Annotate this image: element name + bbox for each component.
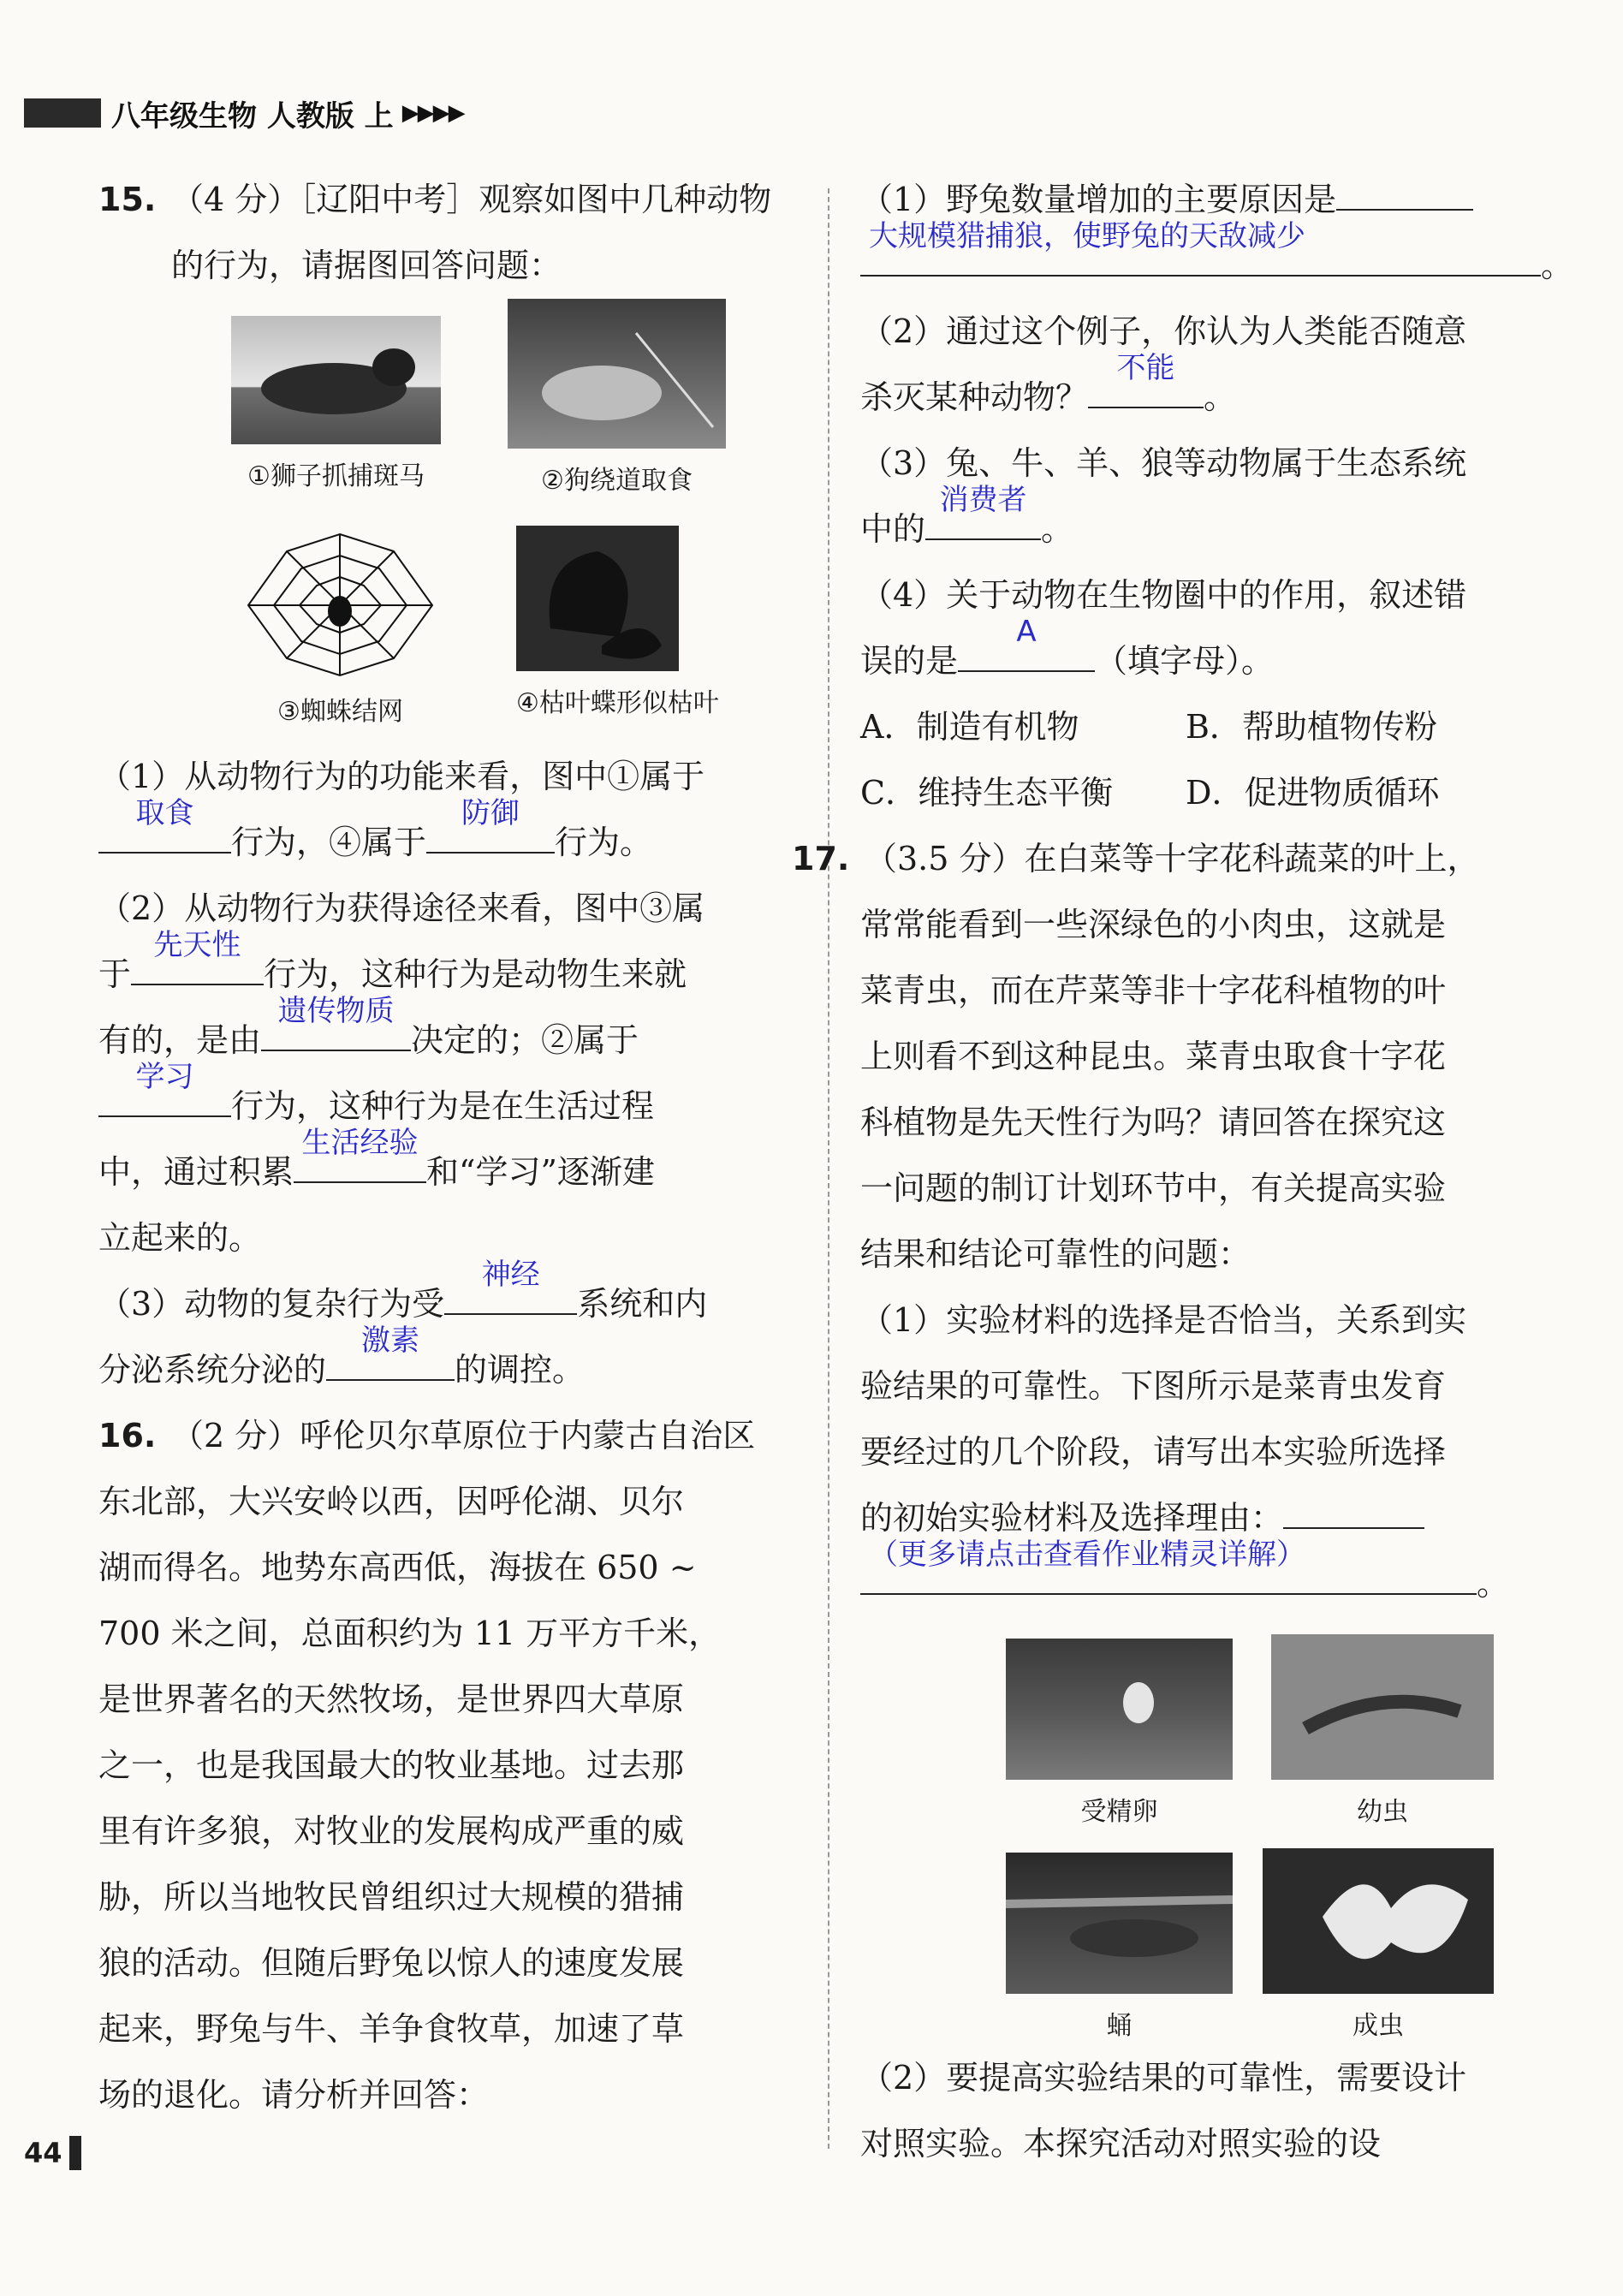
- figure-larva: [1271, 1634, 1494, 1828]
- text: 有的，是由: [98, 1021, 262, 1059]
- q17-figures: [860, 1617, 1567, 2045]
- figure-caption: 成虫: [1352, 2011, 1404, 2041]
- header-bar: [24, 98, 101, 128]
- figure-dog: [508, 299, 726, 497]
- lion-image-icon: [231, 316, 441, 444]
- page-number: 44: [24, 2137, 62, 2169]
- page-footer: [24, 2136, 81, 2170]
- spider-web-image: [240, 530, 441, 680]
- adult-photo: [1263, 1848, 1494, 1994]
- q16-line: 之一，也是我国最大的牧业基地。过去那: [98, 1746, 685, 1784]
- q15-p2d: [98, 1060, 800, 1139]
- text: 。: [1477, 1565, 1510, 1603]
- answer-text: 大规模猎捕狼，使野兔的天敌减少: [869, 219, 1305, 253]
- q17-line1: [792, 826, 1567, 892]
- answer-blank[interactable]: [958, 615, 1095, 672]
- answer-text: 防御: [461, 796, 520, 830]
- figure-egg: [1006, 1639, 1233, 1828]
- option-b: B．帮助植物传粉: [1186, 708, 1437, 746]
- lion-photo: [231, 316, 441, 444]
- answer-blank[interactable]: [294, 1126, 426, 1183]
- answer-blank[interactable]: [98, 1060, 231, 1117]
- answer-text: 激素: [361, 1323, 420, 1358]
- answer-text: （更多请点击查看作业精灵详解）: [869, 1538, 1305, 1572]
- q16-line: 里有许多狼，对牧业的发展构成严重的威: [98, 1812, 685, 1850]
- left-column: [98, 167, 800, 2128]
- text: （2 分）呼伦贝尔草原位于内蒙古自治区: [171, 1417, 756, 1454]
- answer-blank[interactable]: [261, 994, 411, 1051]
- answer-blank[interactable]: [131, 928, 264, 985]
- q15-p1b-text1: 行为，④属于: [231, 824, 427, 861]
- answer-text: A: [1016, 615, 1037, 649]
- q16-line: 起来，野兔与牛、羊争食牧草，加速了草: [98, 2010, 685, 2048]
- figure-caption: 幼虫: [1357, 1797, 1408, 1827]
- q15-figures: [98, 299, 800, 744]
- q15-number: 15.: [98, 181, 157, 218]
- text: 行为，这种行为是在生活过程: [231, 1087, 655, 1125]
- answer-text: 不能: [1116, 351, 1175, 385]
- figure-caption: ①狮子抓捕斑马: [247, 461, 425, 491]
- header-title: 八年级生物 人教版 上: [111, 98, 394, 134]
- text: （1）野兔数量增加的主要原因是: [860, 181, 1337, 218]
- q16-line: 东北部，大兴安岭以西，因呼伦湖、贝尔: [98, 1483, 685, 1520]
- q17-p2: （2）要提高实验结果的可靠性，需要设计: [860, 2059, 1467, 2097]
- butterfly-icon: [1263, 1848, 1494, 1994]
- q15-intro1: （4 分）［辽阳中考］观察如图中几种动物: [171, 181, 772, 218]
- q17-line: 上则看不到这种昆虫。菜青虫取食十字花: [860, 1038, 1447, 1075]
- page-header: [24, 94, 464, 132]
- egg-image-icon: [1006, 1639, 1233, 1780]
- right-column: [792, 167, 1574, 2177]
- q16-line1: [98, 1403, 800, 1469]
- text: 决定的；②属于: [411, 1021, 639, 1059]
- answer-blank[interactable]: [326, 1323, 455, 1381]
- q16-r1b: [860, 219, 1574, 299]
- answer-text: 取食: [135, 796, 194, 830]
- column-divider: [828, 188, 829, 2149]
- text: 。: [1541, 247, 1574, 284]
- q17-p1: 验结果的可靠性。下图所示是菜青虫发育: [860, 1367, 1447, 1405]
- q16-r4a: （4）关于动物在生物圈中的作用，叙述错: [860, 576, 1467, 614]
- option-c: C．维持生态平衡: [860, 774, 1114, 812]
- q17-line: 科植物是先天性行为吗？请回答在探究这: [860, 1103, 1447, 1141]
- spider-web-icon: [240, 530, 441, 680]
- pupa-image-icon: [1006, 1853, 1233, 1994]
- answer-text: 神经: [481, 1258, 540, 1292]
- answer-text: 消费者: [939, 483, 1027, 517]
- answer-blank[interactable]: [1088, 351, 1204, 408]
- q15-p2a: （2）从动物行为获得途径来看，图中③属: [98, 889, 705, 927]
- q16-line: 700 米之间，总面积约为 11 万平方千米，: [98, 1615, 722, 1652]
- text: 中，通过积累: [98, 1153, 294, 1191]
- option-a: A．制造有机物: [860, 708, 1079, 746]
- q15-p2e: [98, 1126, 800, 1205]
- text: 分泌系统分泌的: [98, 1351, 327, 1389]
- q15-p2b: [98, 928, 800, 1008]
- q16-options-row1: [860, 694, 1567, 760]
- option-d: D．促进物质循环: [1186, 774, 1440, 812]
- q15-line1: [98, 167, 800, 233]
- text: 于: [98, 955, 132, 993]
- q16-r2b: [860, 351, 1567, 431]
- text: 。: [1204, 378, 1237, 416]
- answer-text: 生活经验: [301, 1126, 419, 1160]
- larva-photo: [1271, 1634, 1494, 1780]
- q16-line: 是世界著名的天然牧场，是世界四大草原: [98, 1680, 685, 1718]
- q15-p1a: （1）从动物行为的功能来看，图中①属于: [98, 758, 705, 795]
- answer-blank[interactable]: [426, 796, 555, 854]
- q16-r3a: （3）兔、牛、羊、狼等动物属于生态系统: [860, 444, 1467, 482]
- answer-blank[interactable]: [860, 219, 1541, 277]
- q16-number: 16.: [98, 1417, 157, 1454]
- figure-lion: [231, 316, 441, 492]
- q17-line: 菜青虫，而在芹菜等非十字花科植物的叶: [860, 972, 1447, 1009]
- dog-image-icon: [508, 299, 726, 449]
- q17-line: 结果和结论可靠性的问题：: [860, 1235, 1251, 1273]
- q16-r4b: [860, 615, 1567, 694]
- pupa-photo: [1006, 1853, 1233, 1994]
- figure-caption: ②狗绕道取食: [541, 466, 693, 496]
- figure-caption: 蛹: [1106, 2011, 1133, 2041]
- q16-options-row2: [860, 760, 1567, 826]
- q15-p2f: 立起来的。: [98, 1219, 262, 1257]
- q16-r2a: （2）通过这个例子，你认为人类能否随意: [860, 312, 1467, 350]
- q16-line: 狼的活动。但随后野兔以惊人的速度发展: [98, 1944, 685, 1982]
- q16-line: 胁，所以当地牧民曾组织过大规模的猎捕: [98, 1878, 685, 1916]
- q17-number: 17.: [792, 840, 850, 877]
- text: 中的: [860, 510, 926, 548]
- text: 行为，这种行为是动物生来就: [264, 955, 687, 993]
- leaf-butterfly-icon: [516, 526, 679, 671]
- q17-p1: 要经过的几个阶段，请写出本实验所选择: [860, 1433, 1447, 1471]
- q15-line2: 的行为，请据图回答问题：: [171, 247, 562, 284]
- text: （3.5 分）在白菜等十字花科蔬菜的叶上，: [865, 840, 1480, 877]
- text: 的初始实验材料及选择理由：: [860, 1499, 1284, 1537]
- header-arrows-icon: ▶▶▶▶: [401, 100, 464, 126]
- text: 杀灭某种动物？: [860, 378, 1089, 416]
- q15-p1b-text2: 行为。: [555, 824, 653, 861]
- egg-photo: [1006, 1639, 1233, 1780]
- answer-blank[interactable]: [925, 483, 1041, 540]
- dog-photo: [508, 299, 726, 449]
- text: 。: [1041, 510, 1074, 548]
- text: （3）动物的复杂行为受: [98, 1285, 445, 1323]
- q17-line: 一问题的制订计划环节中，有关提高实验: [860, 1169, 1447, 1207]
- q15-p3b: [98, 1323, 800, 1403]
- text: （填字母）。: [1095, 642, 1275, 680]
- text: 和“学习”逐渐建: [426, 1153, 655, 1191]
- q17-p1-answer: [860, 1538, 1567, 1617]
- figure-butterfly: [516, 526, 719, 719]
- q16-line: 场的退化。请分析并回答：: [98, 2076, 490, 2114]
- figure-spider: [240, 530, 441, 728]
- text: 系统和内: [577, 1285, 708, 1323]
- figure-caption: ④枯叶蝶形似枯叶: [516, 688, 719, 718]
- q17-p2: 对照实验。本探究活动对照实验的设: [860, 2125, 1382, 2162]
- figure-caption: 受精卵: [1080, 1797, 1158, 1827]
- q17-p1: （1）实验材料的选择是否恰当，关系到实: [860, 1301, 1467, 1339]
- figure-caption: ③蜘蛛结网: [277, 697, 403, 727]
- answer-text: 遗传物质: [277, 994, 395, 1028]
- figure-pupa: [1006, 1853, 1233, 2042]
- page-number-bar: [69, 2136, 81, 2170]
- answer-text: 先天性: [153, 928, 241, 962]
- q17-line: 常常能看到一些深绿色的小肉虫，这就是: [860, 906, 1447, 943]
- answer-link[interactable]: [860, 1538, 1477, 1595]
- answer-blank[interactable]: [98, 796, 231, 854]
- answer-text: 学习: [135, 1060, 194, 1094]
- q16-line: 湖而得名。地势东高西低，海拔在 650 ~: [98, 1549, 697, 1586]
- text: 误的是: [860, 642, 959, 680]
- figure-adult: [1263, 1848, 1494, 2042]
- q15-p1b: [98, 796, 800, 876]
- butterfly-photo: [516, 526, 679, 671]
- answer-blank[interactable]: [444, 1258, 577, 1315]
- q16-r3b: [860, 483, 1567, 562]
- larva-image-icon: [1271, 1634, 1494, 1780]
- text: 的调控。: [455, 1351, 586, 1389]
